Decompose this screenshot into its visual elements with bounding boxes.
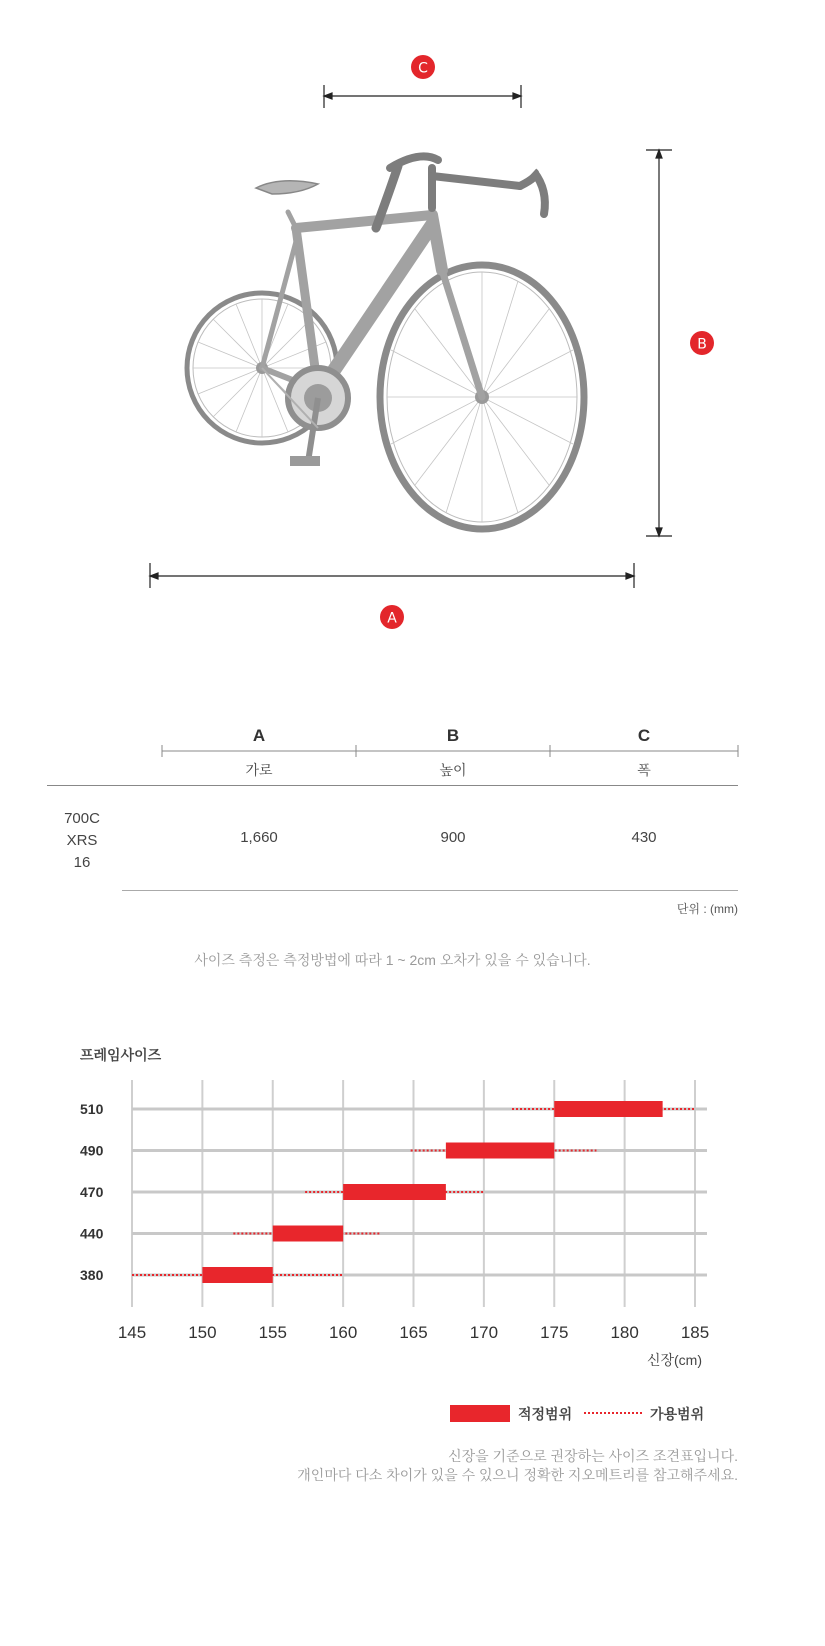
y-tick-label-490: 490	[80, 1142, 104, 1159]
dimension-c-badge	[411, 55, 435, 79]
dimension-b-line	[646, 150, 672, 536]
spec-value-c: 430	[631, 829, 657, 846]
dimension-a-label: A	[387, 610, 397, 627]
spec-col-b-label: 높이	[439, 762, 467, 778]
fit-range-bar-380	[202, 1267, 272, 1283]
chart-title: 프레임사이즈	[80, 1047, 162, 1063]
spec-table-bottom-rule	[122, 890, 738, 891]
dimension-a-badge	[380, 605, 404, 629]
legend-fit-swatch	[450, 1405, 510, 1422]
crankset	[262, 368, 348, 466]
legend-usable-label: 가용범위	[650, 1406, 705, 1422]
spec-value-a: 1,660	[240, 829, 278, 846]
dimension-c-label: C	[418, 60, 428, 77]
chart-legend	[450, 1402, 750, 1424]
spec-header-rule	[0, 740, 825, 760]
x-tick-label-160: 160	[328, 1323, 358, 1342]
x-tick-label-175: 175	[540, 1323, 569, 1342]
dimension-b-badge	[690, 331, 714, 355]
x-tick-label-155: 155	[258, 1323, 287, 1342]
fit-range-bar-440	[273, 1226, 343, 1242]
x-tick-label-165: 165	[399, 1323, 428, 1342]
footnote-line-1: 신장을 기준으로 권장하는 사이즈 조견표입니다.	[448, 1448, 738, 1464]
spec-unit-note: 단위 : (mm)	[676, 902, 738, 916]
spec-row-label	[47, 808, 117, 874]
y-tick-label-510: 510	[80, 1101, 104, 1117]
spec-header-bottom-rule	[47, 785, 738, 786]
saddle	[256, 181, 318, 194]
y-tick-label-470: 470	[80, 1184, 104, 1200]
legend-fit-label: 적정범위	[518, 1406, 573, 1422]
y-tick-label-440: 440	[80, 1225, 104, 1242]
y-tick-label-380: 380	[80, 1267, 104, 1283]
dimension-a-line	[150, 563, 634, 588]
spec-col-a-label: 가로	[245, 762, 273, 778]
fit-range-bar-510	[554, 1101, 662, 1117]
x-tick-label-185: 185	[680, 1323, 710, 1342]
frame	[262, 212, 482, 397]
legend-usable-swatch	[584, 1412, 642, 1414]
spec-row-label-line-1: 700C	[64, 810, 100, 827]
dimension-c-line	[324, 85, 521, 108]
x-tick-label-145: 145	[117, 1323, 147, 1342]
spec-value-b: 900	[440, 829, 466, 846]
spec-col-c-header: C	[637, 726, 651, 745]
frame-size-chart	[0, 1070, 825, 1380]
x-tick-label-150: 150	[188, 1323, 217, 1342]
bicycle-illustration	[187, 156, 584, 529]
x-tick-label-170: 170	[469, 1323, 499, 1342]
dimension-b-label: B	[697, 336, 707, 353]
fit-range-bar-470	[343, 1184, 446, 1200]
spec-col-a-header: A	[252, 726, 266, 745]
fit-range-bar-490	[446, 1143, 554, 1159]
spec-row-label-line-3: 16	[73, 854, 91, 871]
x-tick-label-180: 180	[610, 1323, 639, 1342]
measure-note: 사이즈 측정은 측정방법에 따라 1 ~ 2cm 오차가 있을 수 있습니다.	[194, 952, 591, 968]
footnote-line-2: 개인마다 다소 차이가 있을 수 있으니 정확한 지오메트리를 참고해주세요.	[297, 1467, 738, 1483]
spec-col-c-label: 폭	[637, 762, 651, 778]
spec-row-label-line-2: XRS	[66, 832, 98, 849]
spec-col-b-header: B	[446, 726, 460, 745]
bike-dimension-diagram	[0, 0, 825, 660]
chart-x-axis-label: 신장(cm)	[646, 1352, 702, 1368]
